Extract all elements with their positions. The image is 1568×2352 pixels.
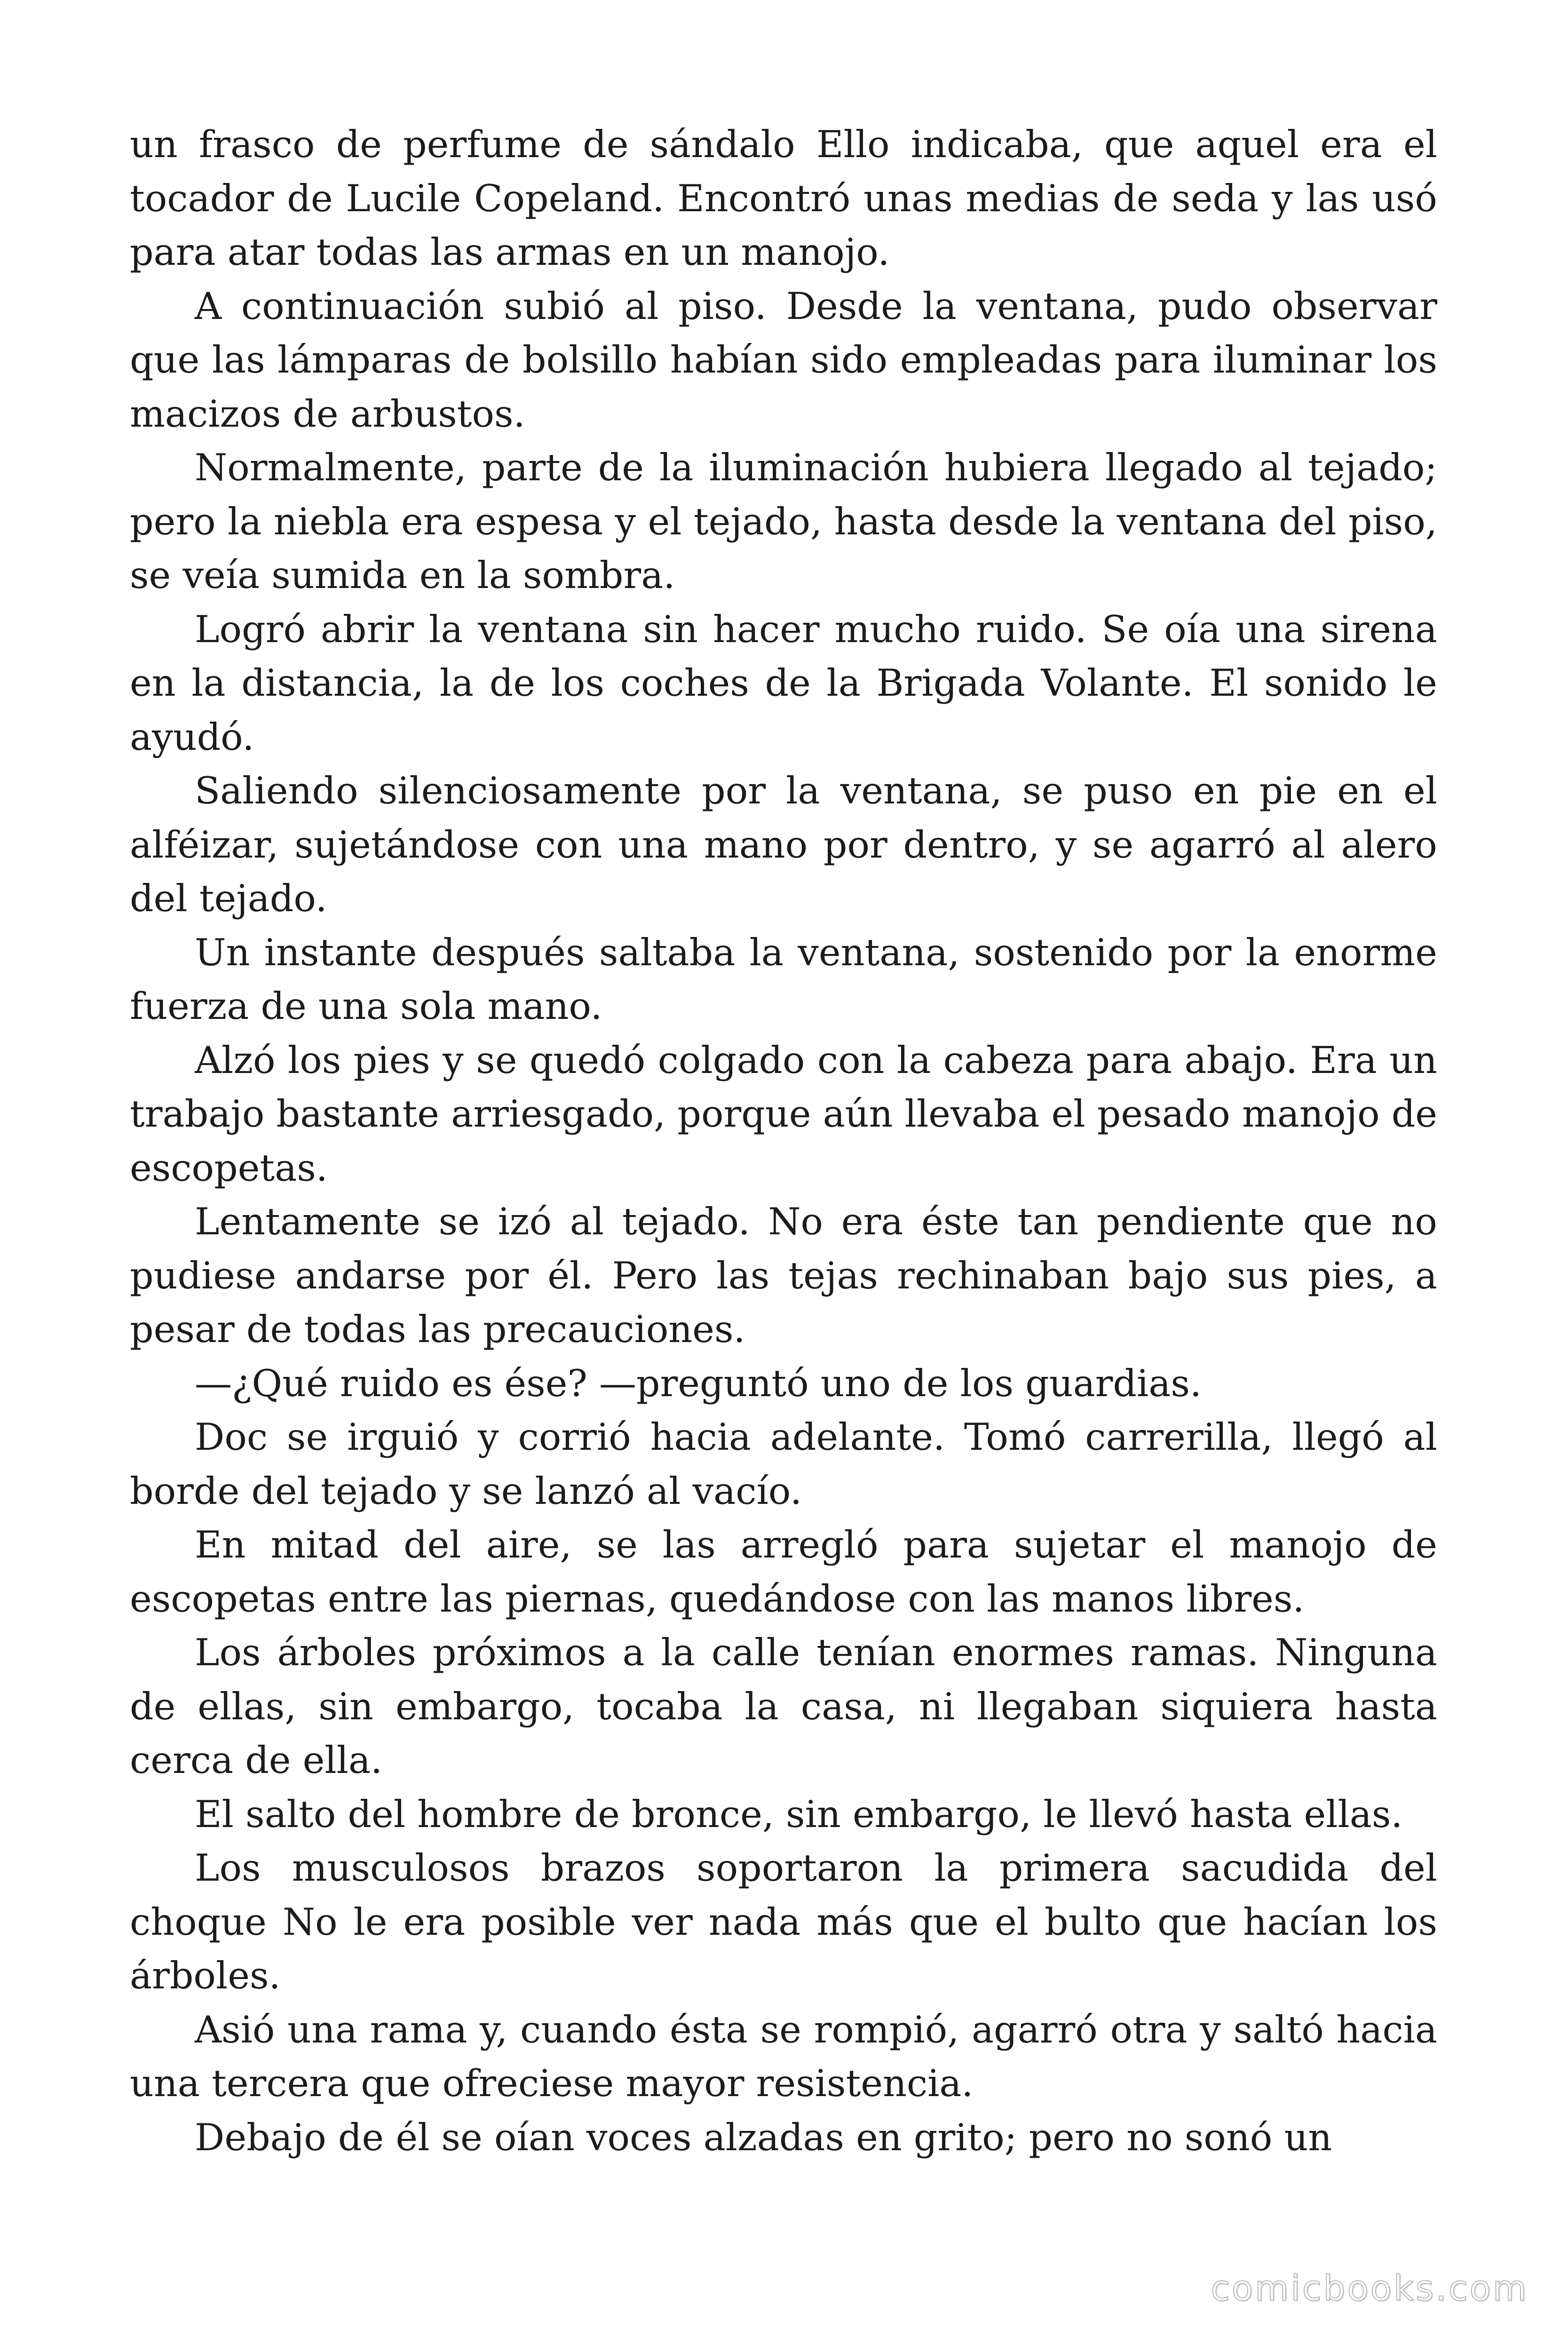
paragraph: Logró abrir la ventana sin hacer mucho ruido. Se oía una sirena en la distancia, la de los coches de la Brigada Volante. El sonido le ayudó. [130, 607, 1437, 759]
paragraph: Doc se irguió y corrió hacia adelante. Tomó carrerilla, llegó al borde del tejado y se lanzó al vacío. [130, 1415, 1437, 1513]
paragraph: Debajo de él se oían voces alzadas en grito; pero no sonó un [195, 2115, 1332, 2159]
paragraph: Lentamente se izó al tejado. No era éste tan pendiente que no pudiese andarse por él. Pero las tejas rechinaban bajo sus pies, a pesar de todas las precauciones. [130, 1200, 1437, 1351]
paragraph: En mitad del aire, se las arregló para sujetar el manojo de escopetas entre las piernas, quedándose con las manos libres. [130, 1523, 1437, 1621]
paragraph: un frasco de perfume de sándalo Ello indicaba, que aquel era el tocador de Lucile Copeland. Encontró unas medias de seda y las usó para atar todas las armas en un manojo. [130, 123, 1437, 274]
paragraph: Los musculosos brazos soportaron la primera sacudida del choque No le era posible ver nada más que el bulto que hacían los árboles. [130, 1846, 1437, 1997]
paragraph: El salto del hombre de bronce, sin embargo, le llevó hasta ellas. [195, 1792, 1403, 1836]
paragraph: Saliendo silenciosamente por la ventana, se puso en pie en el alféizar, sujetándose con una mano por dentro, y se agarró al alero del tejado. [130, 769, 1437, 920]
paragraph: Asió una rama y, cuando ésta se rompió, agarró otra y saltó hacia una tercera que ofreciese mayor resistencia. [130, 2008, 1437, 2105]
paragraph: A continuación subió al piso. Desde la ventana, pudo observar que las lámparas de bolsillo habían sido empleadas para iluminar los macizos de arbustos. [130, 284, 1437, 436]
paragraph: —¿Qué ruido es ése? —preguntó uno de los guardias. [195, 1361, 1202, 1405]
paragraph: Los árboles próximos a la calle tenían enormes ramas. Ninguna de ellas, sin embargo, tocaba la casa, ni llegaban siquiera hasta cerca de ella. [130, 1631, 1437, 1782]
watermark: comicbooks.com [1211, 2268, 1528, 2309]
paragraph: Alzó los pies y se quedó colgado con la cabeza para abajo. Era un trabajo bastante arriesgado, porque aún llevaba el pesado manojo de escopetas. [130, 1038, 1437, 1190]
paragraph: Normalmente, parte de la iluminación hubiera llegado al tejado; pero la niebla era espesa y el tejado, hasta desde la ventana del piso, se veía sumida en la sombra. [130, 446, 1437, 597]
paragraph: Un instante después saltaba la ventana, sostenido por la enorme fuerza de una sola mano. [130, 930, 1437, 1028]
body-text [130, 118, 1437, 2164]
